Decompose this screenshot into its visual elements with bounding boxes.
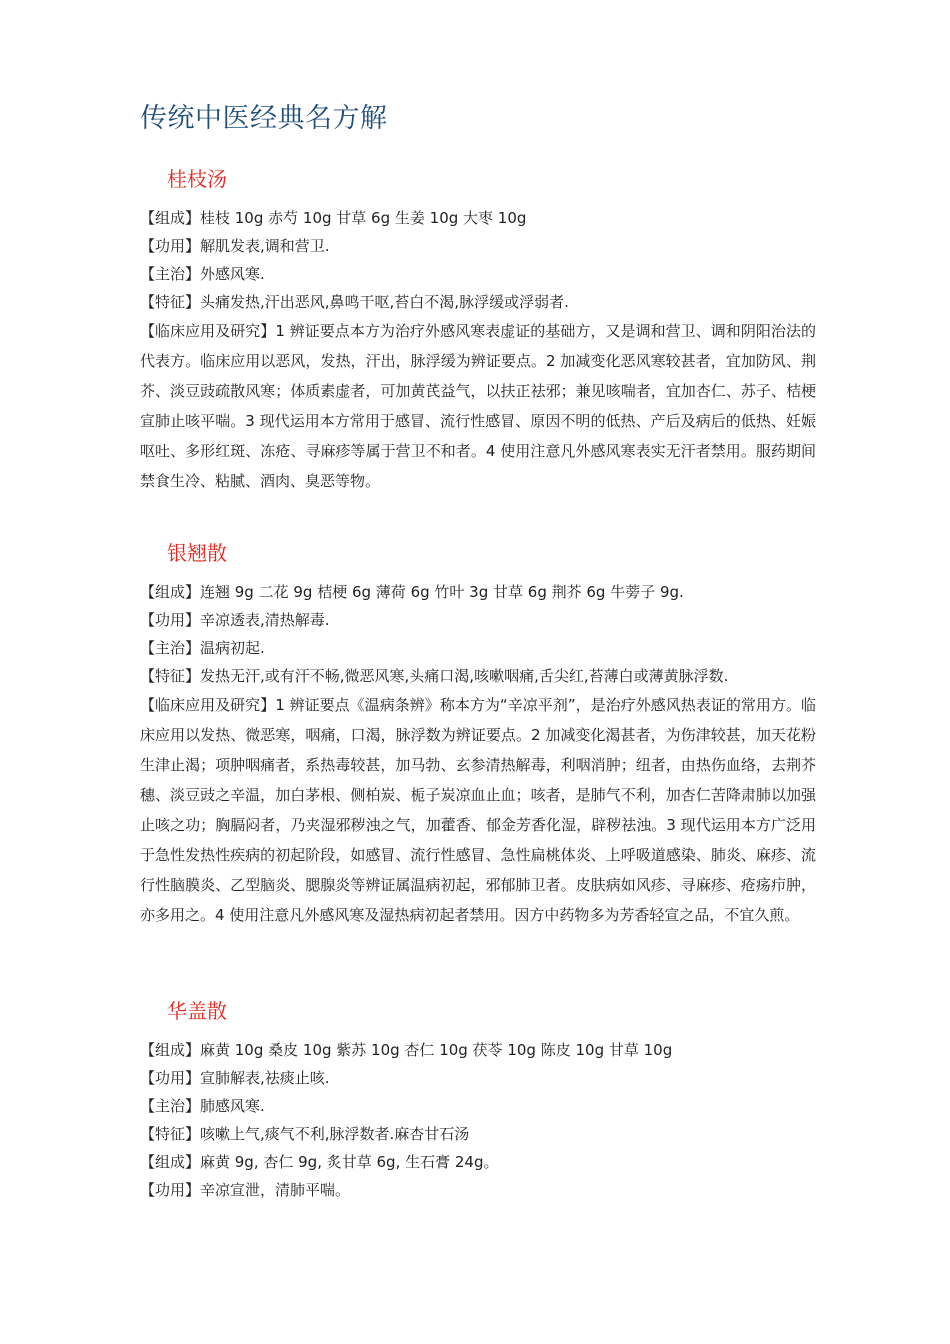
composition-line-maxing: 【组成】麻黄 9g, 杏仁 9g, 炙甘草 6g, 生石膏 24g。 [140,1153,499,1171]
function-line: 【功用】宣肺解表,祛痰止咳. [140,1069,330,1087]
composition-line: 【组成】连翘 9g 二花 9g 桔梗 6g 薄荷 6g 竹叶 3g 甘草 6g 荆芥 6g 牛蒡子 9g. [140,583,684,601]
section-huagai-san [140,996,816,1204]
composition-line: 【组成】桂枝 10g 赤芍 10g 甘草 6g 生姜 10g 大枣 10g [140,209,527,227]
function-line: 【功用】辛凉透表,清热解毒. [140,611,330,629]
composition-line: 【组成】麻黄 10g 桑皮 10g 紫苏 10g 杏仁 10g 茯苓 10g 陈皮 10g 甘草 10g [140,1041,673,1059]
section-yinqiao-san [140,538,816,930]
feature-line: 【特征】发热无汗,或有汗不畅,微恶风寒,头痛口渴,咳嗽咽痛,舌尖红,苔薄白或薄黄脉浮数. [140,667,729,685]
feature-line: 【特征】头痛发热,汗出恶风,鼻鸣干呕,苔白不渴,脉浮缓或浮弱者. [140,293,569,311]
clinical-paragraph: 【临床应用及研究】1 辨证要点本方为治疗外感风寒表虚证的基础方，又是调和营卫、调和阴阳治法的代表方。临床应用以恶风，发热，汗出，脉浮缓为辨证要点。2 加减变化恶风寒较甚者，宜加防风、荆芥、淡豆豉疏散风寒；体质素虚者，可加黄芪益气，以扶正祛邪；兼见咳喘者，宜加杏仁、苏子、桔梗宣肺止咳平喘。3 现代运用本方常用于感冒、流行性感冒、原因不明的低热、产后及病后的低热、妊娠呕吐、多形红斑、冻疮、寻麻疹等属于营卫不和者。4 使用注意凡外感风寒表实无汗者禁用。服药期间禁食生冷、粘腻、酒肉、臭恶等物。 [140,322,816,490]
indication-line: 【主治】外感风寒. [140,265,265,283]
section-title: 桂枝汤 [167,167,227,191]
indication-line: 【主治】温病初起. [140,639,265,657]
section-title: 华盖散 [167,999,227,1023]
clinical-paragraph: 【临床应用及研究】1 辨证要点《温病条辨》称本方为“辛凉平剂”，是治疗外感风热表证的常用方。临床应用以发热、微恶寒，咽痛，口渴，脉浮数为辨证要点。2 加减变化渴甚者，为伤津较甚，加天花粉生津止渴；项肿咽痛者，系热毒较甚，加马勃、玄参清热解毒，利咽消肿；纽者，由热伤血络，去荆芥穗、淡豆豉之辛温，加白茅根、侧柏炭、栀子炭凉血止血；咳者，是肺气不利，加杏仁苦降肃肺以加强止咳之功；胸膈闷者，乃夹湿邪秽浊之气，加藿香、郁金芳香化湿，辟秽祛浊。3 现代运用本方广泛用于急性发热性疾病的初起阶段，如感冒、流行性感冒、急性扁桃体炎、上呼吸道感染、肺炎、麻疹、流行性脑膜炎、乙型脑炎、腮腺炎等辨证属温病初起，邪郁肺卫者。皮肤病如风疹、寻麻疹、疮疡疖肿，亦多用之。4 使用注意凡外感风寒及湿热病初起者禁用。因方中药物多为芳香轻宣之品，不宜久煎。 [140,696,816,924]
feature-line: 【特征】咳嗽上气,痰气不利,脉浮数者.麻杏甘石汤 [140,1125,470,1143]
function-line-maxing: 【功用】辛凉宣泄，清肺平喘。 [140,1181,351,1199]
indication-line: 【主治】肺感风寒. [140,1097,265,1115]
function-line: 【功用】解肌发表,调和营卫. [140,237,330,255]
document-title: 传统中医经典名方解 [140,103,388,134]
section-title: 银翘散 [167,541,227,565]
section-guizhi-tang [140,164,816,496]
